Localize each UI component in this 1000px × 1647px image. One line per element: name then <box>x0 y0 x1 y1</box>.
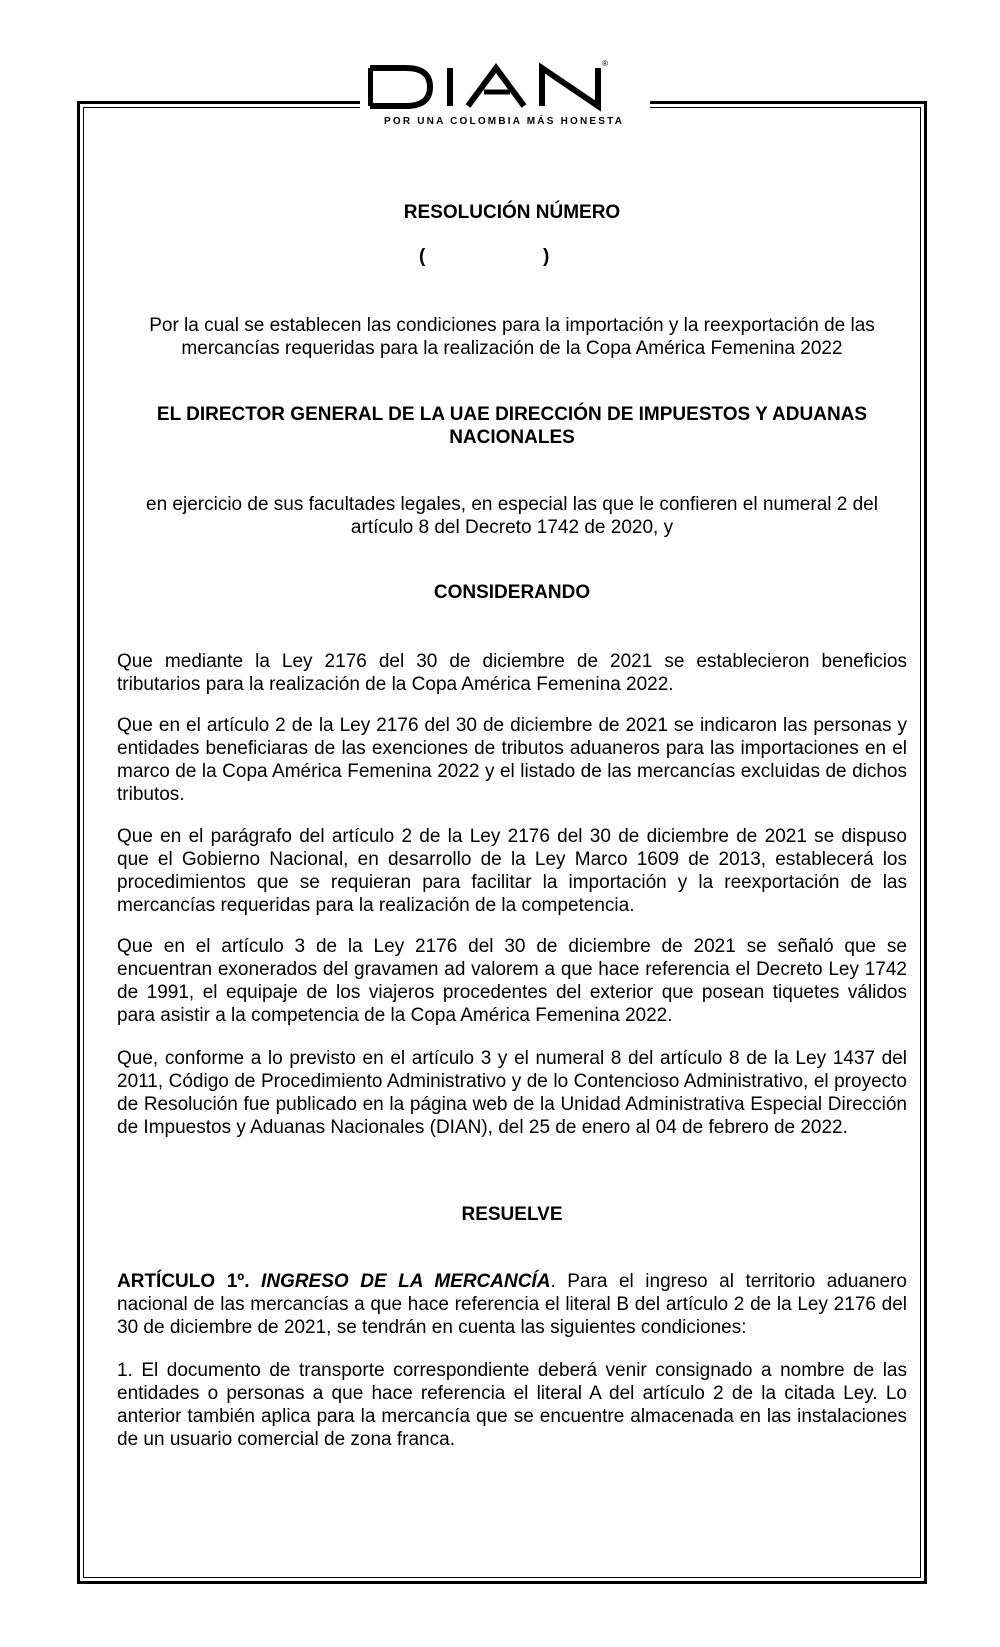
resolution-number-open: ( <box>419 246 426 267</box>
article-1 <box>117 1270 907 1339</box>
article-1-label: ARTÍCULO 1º. <box>117 1271 250 1292</box>
logo-tagline: POR UNA COLOMBIA MÁS HONESTA <box>384 116 625 127</box>
legal-faculties: en ejercicio de sus facultades legales, en especial las que le confieren el numeral 2 del artículo 8 del Decreto 1742 de 2020, y <box>146 494 878 538</box>
considerando-paragraph: Que en el artículo 3 de la Ley 2176 del 30 de diciembre de 2021 se señaló que se encuentran exonerados del gravamen ad valorem a que hace referencia el Decreto Ley 1742 de 1991, el equipaje de los viajeros procedentes del exterior que posean tiquetes válidos para asistir a la competencia de la Copa América Femenina 2022. <box>117 936 907 1026</box>
resolution-subject: Por la cual se establecen las condiciones para la importación y la reexportación de las mercancías requeridas para la realización de la Copa América Femenina 2022 <box>149 315 875 359</box>
resolution-number-close: ) <box>543 246 550 267</box>
registered-mark: ® <box>602 60 608 68</box>
considerando-paragraph: Que, conforme a lo previsto en el artículo 3 y el numeral 8 del artículo 8 de la Ley 1437 del 2011, Código de Procedimiento Administrativo y de lo Contencioso Administrativo, el proyecto de Resolución fue publicado en la página web de la Unidad Administrativa Especial Dirección de Impuestos y Aduanas Nacionales (DIAN), del 25 de enero al 04 de febrero de 2022. <box>117 1048 907 1138</box>
article-1-text: . Para el ingreso al territorio aduanero nacional de las mercancías a que hace referencia el literal B del artículo 2 de la Ley 2176 del 30 de diciembre de 2021, se tendrán en cuenta las siguientes condiciones: <box>117 1271 907 1338</box>
resolution-title: RESOLUCIÓN NÚMERO <box>403 202 621 223</box>
issuing-authority: EL DIRECTOR GENERAL DE LA UAE DIRECCIÓN DE IMPUESTOS Y ADUANAS NACIONALES <box>156 404 868 448</box>
article-1-item-1: 1. El documento de transporte correspondiente deberá venir consignado a nombre de las entidades o personas a que hace referencia el literal A del artículo 2 de la citada Ley. Lo anterior también aplica para la mercancía que se encuentre almacenada en las instalaciones de un usuario comercial de zona franca. <box>117 1360 907 1450</box>
article-1-title: INGRESO DE LA MERCANCÍA <box>261 1271 551 1292</box>
resuelve-heading: RESUELVE <box>461 1204 563 1225</box>
considerando-paragraph: Que mediante la Ley 2176 del 30 de diciembre de 2021 se establecieron beneficios tributarios para la realización de la Copa América Femenina 2022. <box>117 651 907 695</box>
considerando-paragraph: Que en el parágrafo del artículo 2 de la Ley 2176 del 30 de diciembre de 2021 se dispuso que el Gobierno Nacional, en desarrollo de la Ley Marco 1609 de 2013, establecerá los procedimientos que se requieran para facilitar la importación y la reexportación de las mercancías requeridas para la realización de la competencia. <box>117 826 907 916</box>
considerando-paragraph: Que en el artículo 2 de la Ley 2176 del 30 de diciembre de 2021 se indicaron las personas y entidades beneficiaras de las exenciones de tributos aduaneros para las importaciones en el marco de la Copa América Femenina 2022 y el listado de las mercancías excluidas de dichos tributos. <box>117 715 907 805</box>
considerando-heading: CONSIDERANDO <box>433 582 591 603</box>
